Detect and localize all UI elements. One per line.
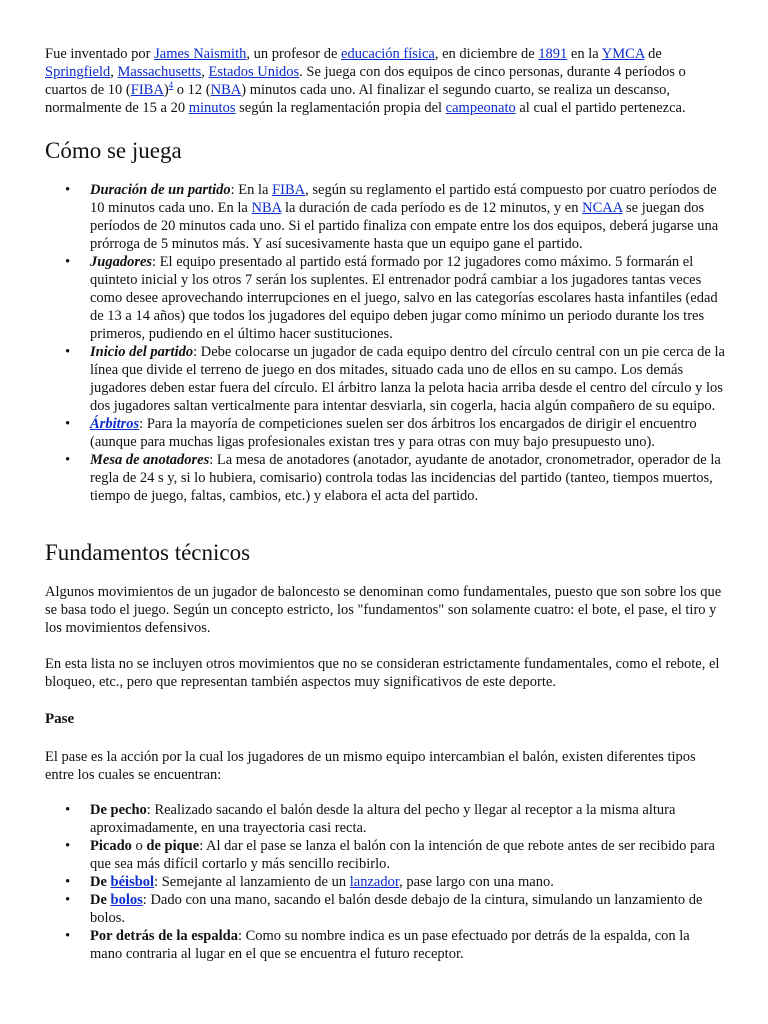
text: : Semejante al lanzamiento de un [154, 874, 350, 890]
text: se juegan dos períodos de 20 minutos cada uno. Si el partido finaliza con empate entre los dos equipos, deberá jugarse una prórroga de 5 minutos más. Y así sucesivamente hasta que un equipo gane el partido. [90, 200, 719, 252]
text: : Realizado sacando el balón desde la altura del pecho y llegar al receptor a la misma altura aproximadamente, en una trayectoria casi recta. [90, 802, 676, 836]
term: De pecho [90, 802, 147, 818]
term: Inicio del partido [90, 344, 194, 360]
link-james-naismith[interactable]: James Naismith [154, 46, 247, 62]
text: : Como su nombre indica es un pase efectuado por detrás de la espalda, con la mano contraria al lugar en el que se encuentra el futuro receptor. [90, 928, 690, 962]
list-item [90, 837, 725, 873]
link-fiba[interactable]: FIBA [130, 82, 164, 98]
pass-types-list [45, 801, 725, 963]
paragraph: En esta lista no se incluyen otros movimientos que no se consideran estrictamente fundamentales, como el rebote, el bloqueo, etc., pero que representan también aspectos muy significativos de este deporte. [45, 656, 720, 690]
text: . Se juega con dos equipos de cinco personas, durante 4 períodos o cuartos de 10 ( [45, 64, 686, 98]
list-item [90, 253, 725, 343]
link-massachusetts[interactable]: Massachusetts [117, 64, 202, 80]
link-nba[interactable]: NBA [210, 82, 242, 98]
text: , según su reglamento el partido está compuesto por cuatro períodos de 10 minutos cada uno. En la [90, 182, 717, 216]
term: Picado [90, 838, 132, 854]
text: : Dado con una mano, sacando el balón desde debajo de la cintura, simulando un lanzamiento de bolos. [90, 892, 703, 926]
list-item [90, 927, 725, 963]
subheading-pase: Pase [45, 711, 75, 727]
text: : El equipo presentado al partido está formado por 12 jugadores como máximo. 5 formarán el quinteto inicial y los otros 7 serán los suplentes. El entrenador podrá cambiar a los jugadores tantas veces como desee aprovechando interrupciones en el juego, salvo en las categorías escolares hasta infantiles (edad de 13 a 14 años) que todos los jugadores del equipo deben jugar como mínimo un periodo durante los tres primeros, pudiendo en el último hacer sustituciones. [90, 254, 718, 342]
link-educacion-fisica[interactable]: educación física [341, 46, 435, 62]
text: según la reglamentación propia del [235, 100, 446, 116]
text: , un profesor de [246, 46, 342, 62]
term: de pique [146, 838, 200, 854]
text: : Al dar el pase se lanza el balón con la intención de que rebote antes de ser recibido para que sea más difícil cortarlo y más sencillo recibirlo. [90, 838, 715, 872]
link-bolos[interactable]: bolos [110, 892, 143, 908]
text: : En la [230, 182, 273, 198]
term: Duración de un partido [90, 182, 231, 198]
link-1891[interactable]: 1891 [538, 46, 568, 62]
text: , [201, 64, 209, 80]
text: : Para la mayoría de competiciones suelen ser dos árbitros los encargados de dirigir el encuentro (aunque para muchas ligas profesionales existan tres y para otras con muy bajo presupuesto uno). [90, 416, 697, 450]
text: de [644, 46, 662, 62]
link-campeonato[interactable]: campeonato [445, 100, 516, 116]
link-minutos[interactable]: minutos [188, 100, 236, 116]
term: Jugadores [90, 254, 153, 270]
term: Por detrás de la espalda [90, 928, 238, 944]
text: al cual el partido pertenezca. [515, 100, 686, 116]
link-beisbol[interactable]: béisbol [110, 874, 155, 890]
list-item [90, 873, 725, 891]
text: , [110, 64, 118, 80]
text: : Debe colocarse un jugador de cada equipo dentro del círculo central con un pie cerca de la línea que divide el terreno de juego en dos mitades, situado cada uno de ellos en su campo. Los demás jugadores deben estar fuera del círculo. El árbitro lanza la pelota hacia arriba desde el centro del círculo y los dos jugadores saltan verticalmente para intentar desviarla, sin cogerla, hacia algún compañero de su equipo. [90, 344, 725, 414]
text: , pase largo con una mano. [399, 874, 554, 890]
section-heading-fundamentos-tecnicos: Fundamentos técnicos [45, 540, 251, 565]
text: : La mesa de anotadores (anotador, ayudante de anotador, cronometrador, operador de la regla de 24 s y, si lo hubiera, comisario) controla todas las incidencias del partido (tanteo, tiempos muertos, tiempo de juego, faltas, cambios, etc.) y elabora el acta del partido. [90, 452, 721, 504]
text: la duración de cada período es de 12 minutos, y en [281, 200, 583, 216]
text: ) minutos cada uno. Al finalizar el segundo cuarto, se realiza un descanso, normalmente de 15 a 20 [45, 82, 671, 116]
list-item [90, 343, 725, 415]
list-item [90, 181, 725, 253]
text: ) [163, 82, 169, 98]
intro-paragraph [45, 45, 725, 117]
link-lanzador[interactable]: lanzador [349, 874, 400, 890]
link-ncaa[interactable]: NCAA [582, 200, 623, 216]
link-nba[interactable]: NBA [251, 200, 282, 216]
link-arbitros[interactable]: Árbitros [90, 416, 140, 432]
rules-list [45, 181, 725, 505]
footnote-link[interactable]: 4 [168, 80, 174, 91]
list-item [90, 801, 725, 837]
term: Mesa de anotadores [90, 452, 210, 468]
link-fiba[interactable]: FIBA [272, 182, 306, 198]
link-ymca[interactable]: YMCA [601, 46, 645, 62]
text: o 12 ( [173, 82, 211, 98]
list-item [90, 891, 725, 927]
text: , en diciembre de [434, 46, 539, 62]
section-heading-como-se-juega: Cómo se juega [45, 138, 182, 163]
paragraph: El pase es la acción por la cual los jugadores de un mismo equipo intercambian el balón, existen diferentes tipos entre los cuales se encuentran: [45, 749, 696, 783]
term: De [90, 892, 111, 908]
paragraph: Algunos movimientos de un jugador de baloncesto se denominan como fundamentales, puesto que son sobre los que se basa todo el juego. Según un concepto estricto, los "fundamentos" son solamente cuatro: el bote, el pase, el tiro y los movimientos defensivos. [45, 584, 722, 636]
link-estados-unidos[interactable]: Estados Unidos [208, 64, 300, 80]
text: Fue inventado por [45, 46, 155, 62]
list-item [90, 415, 725, 451]
text: o [131, 838, 147, 854]
text: en la [567, 46, 602, 62]
term: De [90, 874, 111, 890]
list-item [90, 451, 725, 505]
link-springfield[interactable]: Springfield [45, 64, 111, 80]
